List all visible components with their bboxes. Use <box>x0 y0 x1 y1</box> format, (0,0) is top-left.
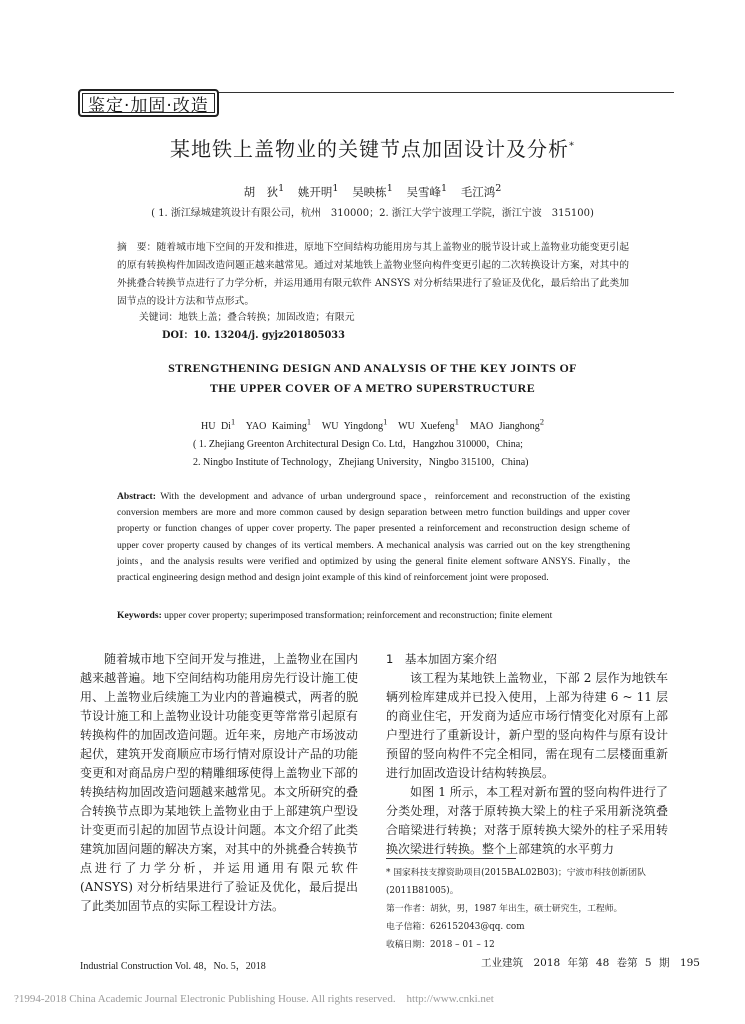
author-name: MAO Jianghong <box>469 421 540 433</box>
body-paragraph: 如图 1 所示，本工程对新布置的竖向构件进行了分类处理，对落于原转换大梁上的柱子采用新浇筑叠合暗梁进行转换；对落于原转换大梁外的柱子采用转换次梁进行转换。整个上部建筑的水平剪力 <box>386 785 668 856</box>
paper-title-en <box>0 358 745 398</box>
abstract-cn <box>117 239 629 311</box>
author-en <box>398 418 459 433</box>
keywords-en-text: upper cover property; superimposed transformation; reinforcement and reconstruction; finite element <box>164 610 553 621</box>
author-name: HU Di <box>201 421 231 433</box>
author-cn <box>352 185 393 199</box>
author-sup: 1 <box>383 418 388 427</box>
author-sup: 1 <box>332 183 339 194</box>
footnote-item: 第一作者：胡狄，男，1987 年出生，硕士研究生，工程师。 <box>386 904 623 914</box>
section-heading: 1 基本加固方案介绍 <box>386 652 497 666</box>
author-sup: 1 <box>306 418 312 427</box>
keywords-cn-label: 关键词： <box>139 312 179 323</box>
abstract-en-label: Abstract: <box>117 491 156 502</box>
body-paragraph: 随着城市地下空间开发与推进，上盖物业在国内越来越普遍。地下空间结构功能用房先行设计施工使用、上盖物业后续施工为业内的普遍模式，两者的脱节设计施工和上盖物业设计功能变更等常常引起原有转换构件的加固改造问题。近年来，房地产市场波动起伏，建筑开发商顺应市场行情对原设计产品的功能变更和对商品房户型的精雕细琢使得上盖物业下部的转换结构加固改造问题越来越常见。本文所研究的叠合转换节点即为某地铁上盖物业由于上部建筑户型设计变更而引起的加固节点设计问题。本文介绍了此类建筑加固问题的解决方案，对其中的外挑叠合转换节点进行了力学分析，并运用通用有限元软件(ANSYS) 对分析结果进行了验证及优化，最后提出了此类加固节点的实际工程设计方法。 <box>80 652 358 913</box>
author-name: 姚开明 <box>297 184 333 199</box>
author-sup: 1 <box>230 418 236 427</box>
affiliation-en-line: ( 1. Zhejiang Greenton Architectural Design Co. Ltd，Hangzhou 310000，China; <box>193 439 523 450</box>
paper-title-cn <box>0 133 745 162</box>
author-en <box>201 418 236 433</box>
author-cn <box>461 185 502 199</box>
author-sup: 1 <box>386 183 393 194</box>
footnote-item: 收稿日期：2018 – 01 – 12 <box>386 940 495 950</box>
author-en <box>321 418 388 433</box>
title-footnote-mark: * <box>569 140 575 152</box>
author-cn <box>406 185 447 199</box>
footnotes <box>386 864 671 954</box>
keywords-cn-text: 地铁上盖；叠合转换；加固改造；有限元 <box>178 312 355 323</box>
author-name: YAO Kaiming <box>245 421 307 433</box>
author-name: 吴雪峰 <box>406 184 441 199</box>
authors-cn <box>0 183 745 200</box>
footnote-item: 电子信箱：626152043@qq. com <box>386 922 525 932</box>
body-paragraph: 该工程为某地铁上盖物业，下部 2 层作为地铁车辆列检库建成并已投入使用，上部为待建 6 ~ 11 层的商业住宅，开发商为适应市场行情变化对原有上部户型进行了重新设计，新户型的竖向构件与原有设计预留的竖向构件不完全相同，需在现有二层楼面重新进行加固改造设计结构转换层。 <box>386 671 668 780</box>
author-sup: 1 <box>278 183 285 194</box>
section-tag-label: 鉴定·加固·改造 <box>78 89 219 117</box>
keywords-en <box>117 610 630 621</box>
affiliation-en-line: 2. Ningbo Institute of Technology，Zhejiang University，Ningbo 315100，China) <box>193 457 529 468</box>
keywords-en-label: Keywords: <box>117 610 162 621</box>
author-en <box>469 418 544 433</box>
section-tag <box>78 88 219 118</box>
keywords-cn <box>139 309 629 323</box>
author-sup: 2 <box>495 183 502 194</box>
footer-journal-en: Industrial Construction Vol. 48，No. 5，2018 <box>80 961 266 972</box>
paper-title-cn-text: 某地铁上盖物业的关键节点加固设计及分析 <box>170 137 569 161</box>
author-sup: 1 <box>454 418 459 427</box>
abstract-cn-text: 随着城市地下空间的开发和推进，原地下空间结构功能用房与其上盖物业的脱节设计或上盖物业功能变更引起的原有转换构件加固改造问题正越来越常见。通过对某地铁上盖物业竖向构件变更引起的二次转换设计方案，对其中的外挑叠合转换节点进行了力学分析，并运用通用有限元软件 ANSYS 对分析结果进行了验证及优化，最后给出了此类加固节点的设计方法和节点形式。 <box>117 242 630 307</box>
doi: DOI：10. 13204/j. gyjz201805033 <box>162 330 345 341</box>
abstract-en-text: With the development and advance of urban underground space，reinforcement and reconstruction of the existing conversion members are more and more common caused by design separation between metro function buildings and upper cover property or function changes of upper cover property. The paper presented a reinforcement and reconstruction design scheme of upper cover property caused by changes of its vertical members. A mechanical analysis was carried out on the key strengthening joints，and the analysis results were verified and optimized by using the general finite element software ANSYS. Finally，the practical engineering design method and design joint example of this kind of reinforcement joint were proposed. <box>117 491 630 584</box>
author-en <box>245 418 312 433</box>
author-name: WU Xuefeng <box>398 421 455 433</box>
footnote-rule <box>386 858 516 859</box>
footnote-item: * 国家科技支撑资助项目(2015BAL02B03)；宁波市科技创新团队(2011B81005)。 <box>386 868 646 896</box>
author-name: 吴映栋 <box>352 184 387 199</box>
copyright-notice: ?1994-2018 China Academic Journal Electronic Publishing House. All rights reserved. http://www.cnki.net <box>14 993 494 1005</box>
author-sup: 2 <box>539 418 544 427</box>
author-cn <box>244 185 285 199</box>
footer-journal-cn: 工业建筑 2018 年第 48 卷第 5 期 195 <box>481 957 700 969</box>
paper-title-en-line: STRENGTHENING DESIGN AND ANALYSIS OF THE KEY JOINTS OF <box>168 361 577 375</box>
paper-title-en-line: THE UPPER COVER OF A METRO SUPERSTRUCTURE <box>209 381 536 395</box>
affiliation-cn: ( 1. 浙江绿城建筑设计有限公司，杭州 310000；2. 浙江大学宁波理工学院，浙江宁波 315100) <box>151 208 594 219</box>
body-column-right <box>386 650 668 859</box>
author-name: 胡 狄 <box>243 184 279 199</box>
author-sup: 1 <box>440 183 448 194</box>
abstract-cn-label: 摘 要： <box>117 242 157 253</box>
authors-en <box>0 418 745 432</box>
author-name: WU Yingdong <box>321 421 384 433</box>
body-column-left <box>80 650 358 916</box>
author-cn <box>298 185 339 199</box>
abstract-en <box>117 489 630 586</box>
affiliation-en <box>193 436 528 472</box>
author-name: 毛江鸿 <box>460 184 496 199</box>
